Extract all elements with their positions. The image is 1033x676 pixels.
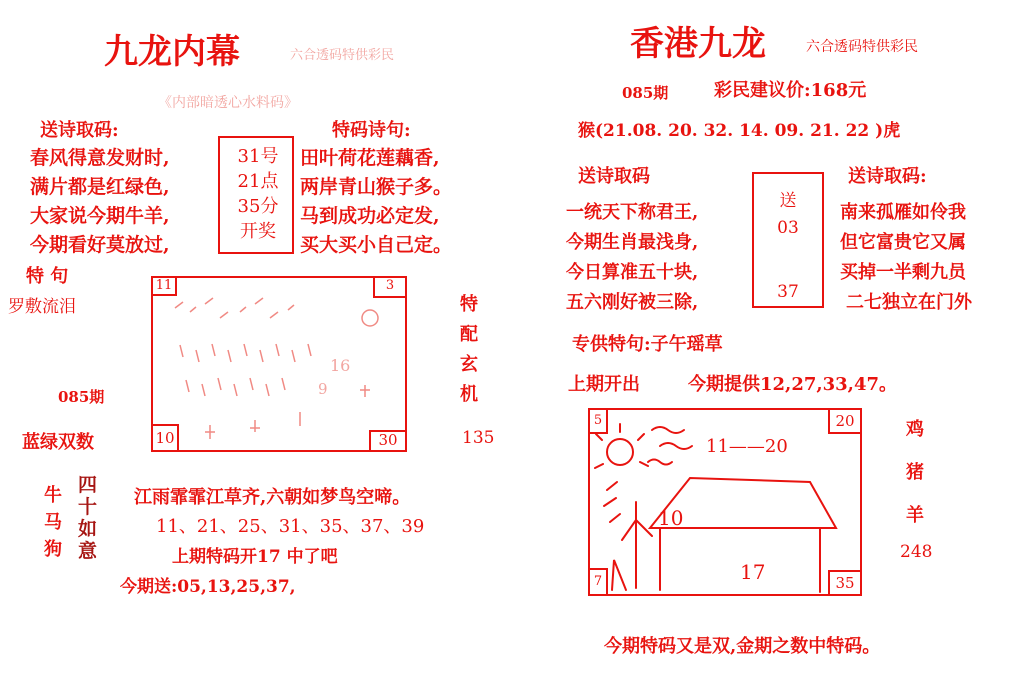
left-center-box-line: 31号 bbox=[237, 146, 279, 167]
right-corner-top-left: 5 bbox=[588, 408, 608, 434]
left-four-ten-char: 四 bbox=[78, 474, 98, 496]
right-poem-right-line: 买掉一半剩九员 bbox=[840, 262, 966, 283]
left-vertical-char: 机 bbox=[460, 384, 478, 405]
left-poem-line: 春风得意发财时, bbox=[30, 147, 170, 169]
right-zodiac-item: 羊 bbox=[906, 505, 924, 526]
right-poem-left-line: 一统天下称君王, bbox=[566, 202, 699, 223]
left-zodiac-item: 牛 bbox=[44, 485, 62, 506]
left-blue-green: 蓝绿双数 bbox=[22, 432, 94, 453]
right-sketch-text: 11——20 bbox=[706, 436, 788, 457]
right-title-note: 六合透码特供彩民 bbox=[806, 39, 918, 55]
right-monkey-line: 猴(21.08. 20. 32. 14. 09. 21. 22 )虎 bbox=[578, 121, 901, 141]
right-center-box-send: 送 bbox=[779, 191, 797, 211]
left-tema-line: 田叶荷花莲藕香, bbox=[300, 147, 440, 169]
left-poem-line: 今期看好莫放过, bbox=[30, 234, 170, 256]
right-poem-right-line: 但它富贵它又属 bbox=[840, 232, 966, 253]
right-poem-heading-left: 送诗取码 bbox=[578, 166, 650, 187]
right-corner-bottom-right: 35 bbox=[828, 570, 862, 596]
left-vertical-char: 配 bbox=[460, 324, 478, 345]
left-sketch-number: 16 bbox=[330, 356, 351, 375]
left-poem-bottom: 江雨霏霏江草齐,六朝如梦鸟空啼。 bbox=[134, 487, 411, 508]
left-title-note: 六合透码特供彩民 bbox=[290, 48, 395, 63]
left-tema-line: 买大买小自己定。 bbox=[300, 234, 453, 256]
left-poem-heading: 送诗取码: bbox=[40, 120, 119, 141]
left-four-ten-char: 意 bbox=[78, 540, 98, 562]
right-corner-top-right: 20 bbox=[828, 408, 862, 434]
right-last-period: 上期开出 bbox=[568, 374, 640, 395]
left-title: 九龙内幕 bbox=[104, 32, 240, 72]
right-poem-left-line: 今日算准五十块, bbox=[566, 262, 699, 283]
left-corner-top-right: 3 bbox=[373, 276, 407, 298]
left-sketch-number: 9 bbox=[318, 380, 328, 398]
left-subtitle: 《内部暗透心水料码》 bbox=[158, 95, 298, 111]
right-sketch-number: 17 bbox=[740, 560, 766, 584]
left-corner-top-left: 11 bbox=[151, 276, 177, 296]
left-center-box-line: 开奖 bbox=[240, 221, 276, 242]
right-zodiac-item: 猪 bbox=[906, 462, 924, 483]
left-number-right: 135 bbox=[462, 428, 495, 448]
right-special-phrase: 专供特句:子午瑶草 bbox=[572, 334, 723, 355]
right-poem-left-line: 今期生肖最浅身, bbox=[566, 232, 699, 253]
left-poem-line: 大家说今期牛羊, bbox=[30, 205, 170, 227]
left-vertical-char: 特 bbox=[460, 294, 478, 315]
right-poem-left-line: 五六刚好被三除, bbox=[566, 292, 699, 313]
left-four-ten-char: 十 bbox=[78, 496, 98, 518]
right-sketch-number: 10 bbox=[658, 506, 684, 530]
right-zodiac bbox=[906, 408, 924, 537]
right-number-right: 248 bbox=[900, 542, 933, 562]
right-footer: 今期特码又是双,金期之数中特码。 bbox=[604, 636, 881, 657]
left-four-ten-char: 如 bbox=[78, 518, 98, 540]
right-title: 香港九龙 bbox=[630, 24, 766, 64]
right-poem-heading-right: 送诗取码: bbox=[848, 166, 927, 187]
right-poem-right-line: 南来孤雁如伶我 bbox=[840, 202, 966, 223]
right-center-box-number: 37 bbox=[777, 282, 799, 302]
left-this-period: 今期送:05,13,25,37, bbox=[120, 577, 296, 597]
left-center-box-line: 21点 bbox=[237, 171, 279, 192]
right-this-period: 今期提供12,27,33,47。 bbox=[688, 374, 897, 395]
left-tema-line: 两岸青山猴子多。 bbox=[300, 176, 453, 198]
right-corner-bottom-left: 7 bbox=[588, 568, 608, 596]
left-special-phrase: 罗敷流泪 bbox=[8, 297, 76, 317]
left-vertical-char: 玄 bbox=[460, 354, 478, 375]
right-period: 085期 bbox=[622, 84, 669, 102]
left-zodiac-item: 马 bbox=[44, 512, 62, 533]
left-corner-bottom-right: 30 bbox=[369, 430, 407, 452]
left-last-period: 上期特码开17 中了吧 bbox=[172, 547, 338, 567]
left-poem-line: 满片都是红绿色, bbox=[30, 176, 170, 198]
left-special-label: 特 句 bbox=[26, 266, 69, 287]
left-numbers-bottom: 11、21、25、31、35、37、39 bbox=[156, 516, 425, 537]
left-center-box-line: 35分 bbox=[237, 196, 279, 217]
left-period: 085期 bbox=[58, 388, 105, 406]
left-tema-line: 马到成功必定发, bbox=[300, 205, 440, 227]
left-zodiac-item: 狗 bbox=[44, 539, 62, 560]
right-zodiac-item: 鸡 bbox=[906, 419, 924, 440]
right-poem-right-line: 二七独立在门外 bbox=[846, 292, 972, 313]
right-center-box-number: 03 bbox=[777, 218, 799, 238]
left-corner-bottom-left: 10 bbox=[151, 424, 179, 452]
right-price: 彩民建议价:168元 bbox=[714, 80, 867, 101]
left-tema-heading: 特码诗句: bbox=[332, 120, 411, 141]
